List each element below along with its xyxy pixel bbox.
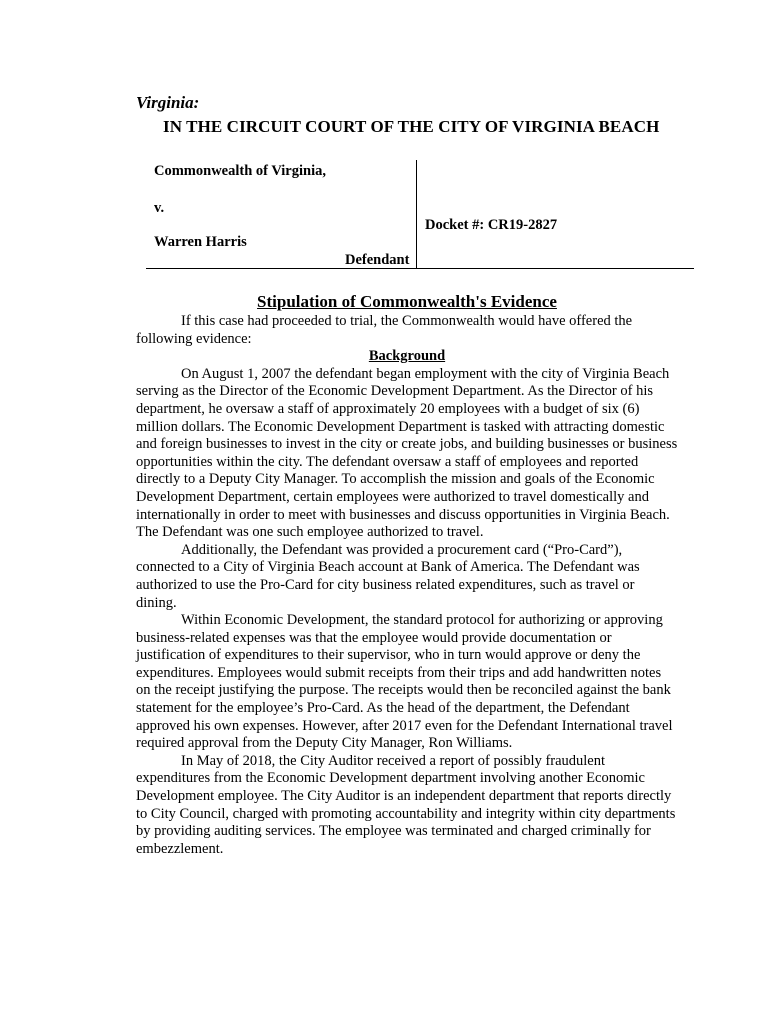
intro-paragraph: If this case had proceeded to trial, the Commonwealth would have offered the following evidence: <box>136 313 633 347</box>
versus-label: v. <box>154 200 165 216</box>
document-body <box>136 313 678 858</box>
defendant-role-label: Defendant <box>345 252 410 268</box>
body-paragraph: In May of 2018, the City Auditor received a report of possibly fraudulent expenditures from the Economic Development department involving another Economic Development employee. The City Auditor is an independent department that reports directly to City Council, charged with promoting accountability and integrity within city departments by providing auditing services. The employee was terminated and charged criminally for embezzlement. <box>136 752 676 857</box>
court-heading: IN THE CIRCUIT COURT OF THE CITY OF VIRGINIA BEACH <box>163 117 660 136</box>
body-paragraph: Additionally, the Defendant was provided a procurement card (“Pro-Card”), connected to a City of Virginia Beach account at Bank of America. The Defendant was authorized to use the Pro-Card for city business related expenditures, such as travel or dining. <box>136 541 640 611</box>
caption-divider-horizontal <box>146 268 694 269</box>
body-paragraph: Within Economic Development, the standard protocol for authorizing or approving business-related expenses was that the employee would provide documentation or justification of expenditures to their supervisor, who in turn would approve or deny the expenditures. Employees would submit receipts from their trips and add handwritten notes on the receipt justifying the purpose. The receipts would then be reconciled against the bank statement for the employee’s Pro-Card. As the head of the department, the Defendant approved his own expenses. However, after 2017 even for the Defendant International travel required approval from the Deputy City Manager, Ron Williams. <box>136 612 673 752</box>
caption-divider-vertical <box>416 160 417 269</box>
jurisdiction-label: Virginia: <box>136 93 200 112</box>
defendant-name: Warren Harris <box>154 234 247 250</box>
docket-number: Docket #: CR19-2827 <box>425 217 558 233</box>
plaintiff-name: Commonwealth of Virginia, <box>154 163 326 179</box>
document-title: Stipulation of Commonwealth's Evidence <box>257 292 557 311</box>
body-paragraph: On August 1, 2007 the defendant began employment with the city of Virginia Beach serving as the Director of the Economic Development Department. As the Director of his department, he oversaw a staff of approximately 20 employees with a budget of six (6) million dollars. The Economic Development Department is tasked with attracting domestic and foreign businesses to invest in the city or create jobs, and building businesses or business opportunities within the city. The defendant oversaw a staff of employees and reported directly to a Deputy City Manager. To accomplish the mission and goals of the Economic Development Department, certain employees were authorized to travel domestically and internationally in order to meet with businesses and discuss opportunities in Virginia Beach. The Defendant was one such employee authorized to travel. <box>136 365 678 541</box>
section-heading-background: Background <box>368 348 446 365</box>
